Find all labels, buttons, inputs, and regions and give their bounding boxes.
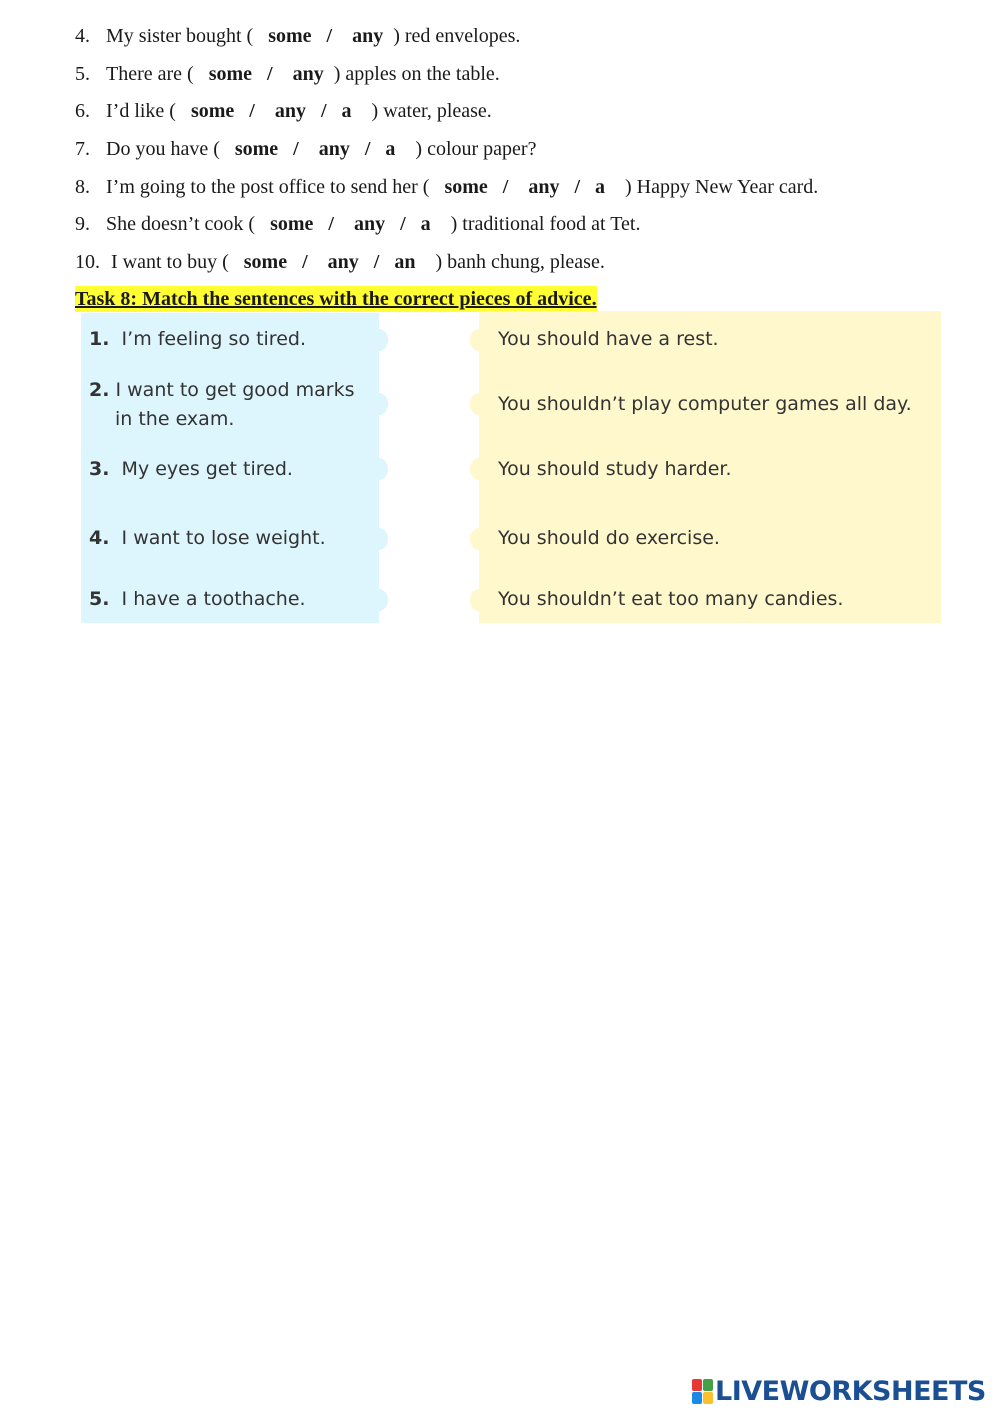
problem-text: I want to lose weight. bbox=[121, 527, 326, 549]
item-text-after: ) red envelopes. bbox=[393, 25, 521, 47]
item-text-before: I’d like ( bbox=[106, 100, 176, 122]
advice-item[interactable]: You should study harder. bbox=[498, 458, 732, 480]
exercise-item bbox=[75, 98, 492, 124]
liveworksheets-logo-icon bbox=[692, 1379, 712, 1403]
exercise-item bbox=[75, 249, 605, 275]
logo-square-yellow bbox=[703, 1392, 713, 1404]
match-dot-left[interactable] bbox=[370, 458, 388, 480]
problem-number: 1. bbox=[89, 328, 110, 350]
item-options[interactable]: some / any bbox=[208, 63, 324, 85]
match-dot-right[interactable] bbox=[470, 528, 488, 550]
item-text-before: Do you have ( bbox=[106, 138, 220, 160]
item-text-after: ) Happy New Year card. bbox=[625, 176, 819, 198]
item-number: 8. bbox=[75, 176, 90, 198]
exercise-item bbox=[75, 61, 500, 87]
match-dot-left[interactable] bbox=[370, 528, 388, 550]
logo-text: LIVEWORKSHEETS bbox=[715, 1375, 986, 1407]
item-text-before: I want to buy ( bbox=[111, 251, 229, 273]
problem-text: I have a toothache. bbox=[121, 588, 306, 610]
item-options[interactable]: some / any / a bbox=[444, 176, 606, 198]
problem-text: I want to get good marks bbox=[115, 379, 355, 401]
exercise-item bbox=[75, 23, 520, 49]
advice-item[interactable]: You shouldn’t eat too many candies. bbox=[498, 588, 844, 610]
item-options[interactable]: some / any / an bbox=[243, 251, 416, 273]
match-dot-right[interactable] bbox=[470, 589, 488, 611]
match-dot-left[interactable] bbox=[370, 329, 388, 351]
problem-number: 3. bbox=[89, 458, 110, 480]
problem-number: 5. bbox=[89, 588, 110, 610]
liveworksheets-logo bbox=[692, 1376, 986, 1406]
item-options[interactable]: some / any / a bbox=[270, 213, 431, 235]
item-text-before: My sister bought ( bbox=[106, 25, 254, 47]
match-dot-right[interactable] bbox=[470, 393, 488, 415]
problem-text-line-2: in the exam. bbox=[115, 408, 235, 430]
advice-item[interactable]: You should have a rest. bbox=[498, 328, 719, 350]
item-text-after: ) apples on the table. bbox=[333, 63, 500, 85]
match-dot-right[interactable] bbox=[470, 458, 488, 480]
problem-item[interactable] bbox=[89, 376, 354, 405]
logo-square-red bbox=[692, 1379, 702, 1391]
match-dot-left[interactable] bbox=[370, 589, 388, 611]
problem-number: 4. bbox=[89, 527, 110, 549]
problem-item[interactable] bbox=[89, 325, 306, 354]
item-text-after: ) banh chung, please. bbox=[435, 251, 605, 273]
item-options[interactable]: some / any / a bbox=[190, 100, 352, 122]
exercise-item bbox=[75, 211, 640, 237]
item-number: 6. bbox=[75, 100, 90, 122]
item-text-before: There are ( bbox=[106, 63, 194, 85]
logo-square-green bbox=[703, 1379, 713, 1391]
advice-item[interactable]: You shouldn’t play computer games all day. bbox=[498, 393, 912, 415]
item-text-before: I’m going to the post office to send her ( bbox=[106, 176, 430, 198]
task-8-title: Task 8: Match the sentences with the correct pieces of advice. bbox=[75, 288, 597, 310]
item-text-before: She doesn’t cook ( bbox=[106, 213, 256, 235]
match-dot-right[interactable] bbox=[470, 329, 488, 351]
logo-square-blue bbox=[692, 1392, 702, 1404]
item-options[interactable]: some / any / a bbox=[234, 138, 396, 160]
exercise-item bbox=[75, 136, 536, 162]
match-dot-left[interactable] bbox=[370, 393, 388, 415]
exercise-item bbox=[75, 174, 818, 200]
item-number: 5. bbox=[75, 63, 90, 85]
item-text-after: ) colour paper? bbox=[415, 138, 537, 160]
item-number: 10. bbox=[75, 251, 100, 273]
item-options[interactable]: some / any bbox=[268, 25, 384, 47]
problem-text: My eyes get tired. bbox=[121, 458, 293, 480]
problem-item[interactable] bbox=[89, 524, 326, 553]
item-text-after: ) traditional food at Tet. bbox=[450, 213, 641, 235]
item-number: 4. bbox=[75, 25, 90, 47]
item-number: 7. bbox=[75, 138, 90, 160]
problem-item[interactable] bbox=[89, 585, 306, 614]
item-text-after: ) water, please. bbox=[371, 100, 492, 122]
item-number: 9. bbox=[75, 213, 90, 235]
problem-number: 2. bbox=[89, 379, 110, 401]
problem-text: I’m feeling so tired. bbox=[121, 328, 306, 350]
problem-item[interactable] bbox=[89, 455, 293, 484]
advice-item[interactable]: You should do exercise. bbox=[498, 527, 720, 549]
